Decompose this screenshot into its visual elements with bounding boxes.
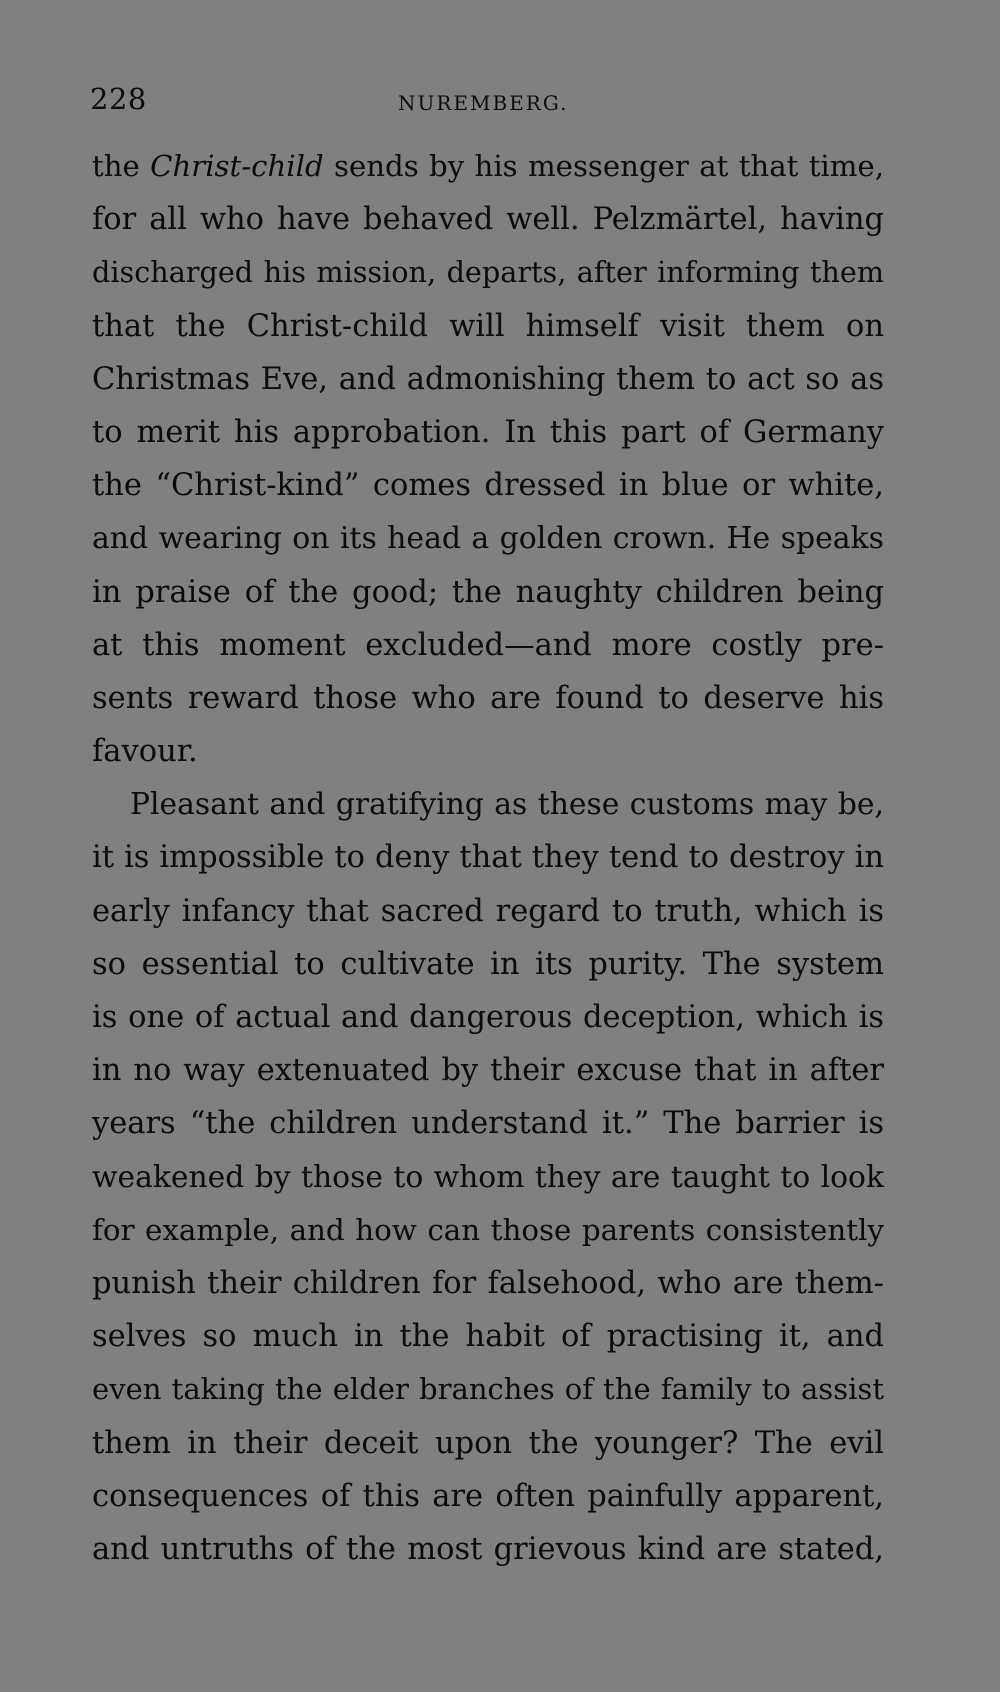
page-number: 228 [90,82,147,116]
italic-term: Christ-child [150,149,324,183]
text-line [92,140,884,193]
text-line: discharged his mission, departs, after informing them [92,255,884,290]
text-line: them in their deceit upon the younger? The evil [92,1425,884,1461]
running-head: NUREMBERG. [398,91,569,115]
text-line: that the Christ-child will himself visit them on [92,308,884,344]
text-line: even taking the elder branches of the family to assist [92,1372,884,1407]
text-line: sents reward those who are found to deserve his [92,680,884,716]
text-line: years “the children understand it.” The barrier is [92,1106,884,1142]
paragraph-start-line: Pleasant and gratifying as these customs may be, [130,787,884,823]
text-line: and untruths of the most grievous kind are stated, [92,1531,884,1567]
text-line: favour. [92,734,198,770]
body-text [92,140,884,1576]
text-line: consequences of this are often painfully apparent, [92,1478,884,1514]
text-line: Christmas Eve, and admonishing them to act so as [92,361,884,397]
text-line: so essential to cultivate in its purity. The system [92,946,884,982]
text-line: to merit his approbation. In this part of Germany [92,414,884,450]
text-line: is one of actual and dangerous deception, which is [92,1000,884,1035]
text-line: in praise of the good; the naughty children being [92,574,884,610]
text-line: in no way extenuated by their excuse that in after [92,1053,884,1089]
page-header [90,82,890,122]
text-line: selves so much in the habit of practising it, and [92,1319,884,1355]
text-line: and wearing on its head a golden crown. He speaks [92,521,884,557]
text-line: it is impossible to deny that they tend to destroy in [92,840,884,876]
text-line: weakened by those to whom they are taught to look [92,1159,884,1195]
text-line: the “Christ-kind” comes dressed in blue or white, [92,468,884,504]
text-line: early infancy that sacred regard to truth, which is [92,893,884,929]
text-line: for all who have behaved well. Pelzmärtel, having [92,202,884,238]
text-segment: the [92,149,151,183]
text-line: at this moment excluded—and more costly pre- [92,627,884,663]
text-line: for example, and how can those parents consistently [92,1212,884,1247]
text-line: punish their children for falsehood, who are them- [92,1265,884,1301]
text-segment: sends by his messenger at that time, [323,149,884,183]
